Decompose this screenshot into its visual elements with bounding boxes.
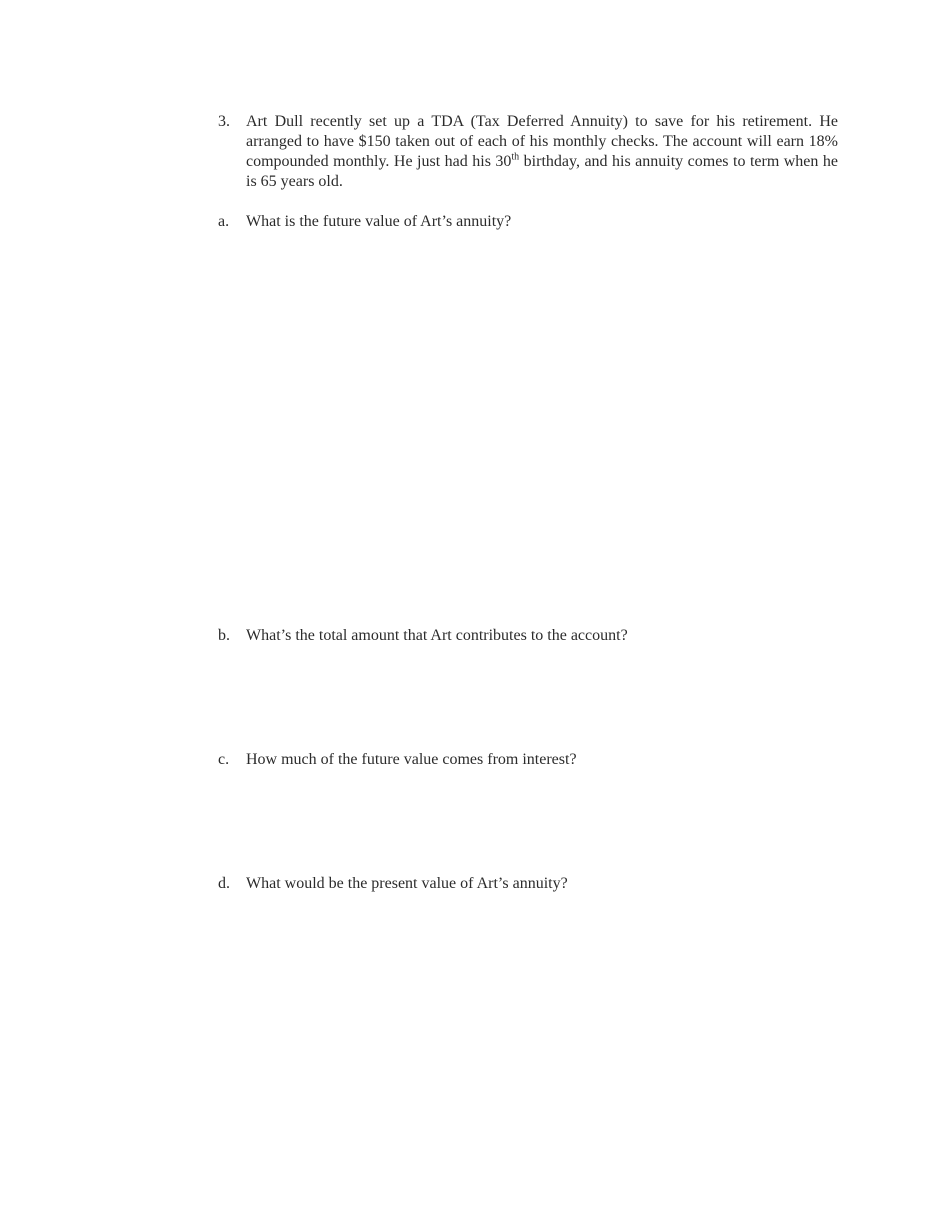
question-text: What is the future value of Art’s annuity? <box>246 213 512 230</box>
question-b <box>218 626 838 646</box>
question-label: a. <box>218 213 230 230</box>
ordinal-suffix: th <box>511 151 520 163</box>
problem-number: 3. <box>218 113 230 130</box>
question-label: d. <box>218 875 230 892</box>
question-text: What would be the present value of Art’s annuity? <box>246 875 568 892</box>
question-text: How much of the future value comes from interest? <box>246 751 577 768</box>
problem-statement <box>218 112 838 192</box>
problem-text <box>246 112 838 192</box>
question-c <box>218 750 838 770</box>
question-label: b. <box>218 627 230 644</box>
problem-text-part-2: birthday, and his annuity comes to term when he is 65 years old. <box>246 153 838 190</box>
question-d <box>218 874 838 894</box>
question-text: What’s the total amount that Art contributes to the account? <box>246 627 628 644</box>
problem-text-part-1: Art Dull recently set up a TDA (Tax Deferred Annuity) to save for his retirement. He arranged to have $150 taken out of each of his monthly checks. The account will earn 18% compounded monthly. He just had his 30 <box>246 113 838 170</box>
question-a <box>218 212 838 232</box>
question-label: c. <box>218 751 230 768</box>
